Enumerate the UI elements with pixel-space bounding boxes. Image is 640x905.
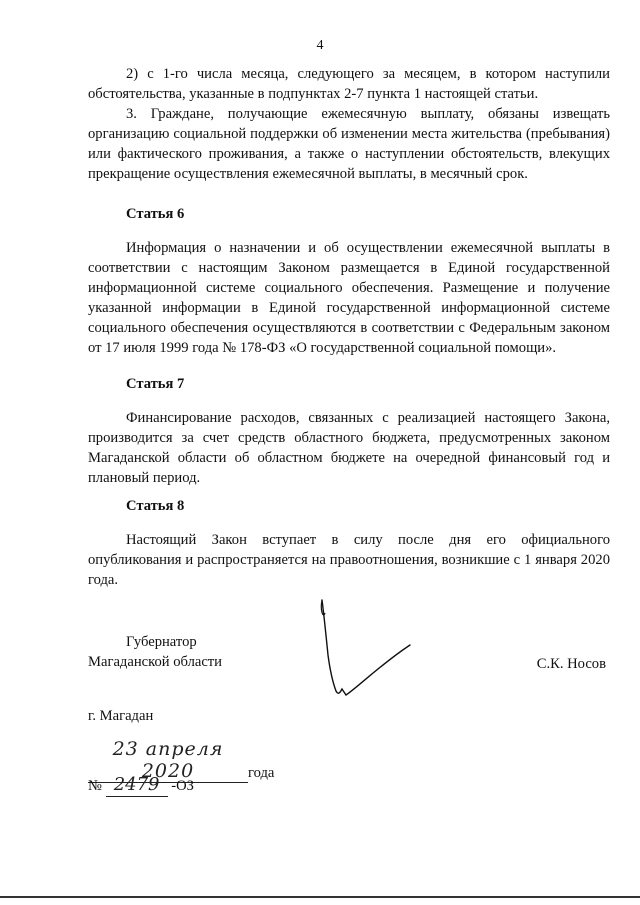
signatory-title-line1: Губернатор — [126, 634, 197, 650]
article-7-heading: Статья 7 — [126, 376, 185, 392]
date-suffix: года — [248, 765, 275, 781]
handwritten-number: 2479 — [106, 774, 168, 797]
bottom-rule — [0, 896, 640, 898]
article-8-heading: Статья 8 — [126, 498, 185, 514]
handwritten-date: 23 апреля 2020 — [88, 738, 248, 783]
number-suffix: -ОЗ — [171, 778, 194, 794]
article-6-heading: Статья 6 — [126, 206, 185, 222]
number-prefix: № — [88, 778, 102, 794]
city-label: г. Магадан — [88, 708, 154, 724]
article-6-text: Информация о назначении и об осуществлении ежемесячной выплаты в соответствии с настоящим Законом размещается в Единой государственной информационной системе социального обеспечения. Размещение и получение указанной информации в Единой государственной информационной системе социального обеспечения осуществляются в соответствии с Федеральным законом от 17 июля 1999 года № 178-ФЗ «О государственной социальной помощи». — [88, 240, 610, 356]
law-number-line — [88, 774, 194, 797]
signatory-title-line2: Магаданской области — [88, 654, 222, 670]
handwritten-signature — [300, 595, 440, 705]
page-number: 4 — [316, 38, 324, 53]
article-7-text: Финансирование расходов, связанных с реализацией настоящего Закона, производится за счет средств областного бюджета, предусмотренных законом Магаданской области об областном бюджете на очередной финансовый год и плановый период. — [88, 410, 610, 486]
paragraph-point-3: 3. Граждане, получающие ежемесячную выплату, обязаны извещать организацию социальной поддержки об изменении места жительства (пребывания) или фактического проживания, а также о наступлении обстоятельств, влекущих прекращение осуществления ежемесячной выплаты, в месячный срок. — [88, 106, 610, 182]
paragraph-subpoint-2: 2) с 1-го числа месяца, следующего за месяцем, в котором наступили обстоятельства, указанные в подпунктах 2-7 пункта 1 настоящей статьи. — [88, 66, 610, 102]
signatory-name: С.К. Носов — [536, 656, 606, 672]
article-8-text: Настоящий Закон вступает в силу после дня его официального опубликования и распространяется на правоотношения, возникшие с 1 января 2020 года. — [88, 532, 610, 588]
